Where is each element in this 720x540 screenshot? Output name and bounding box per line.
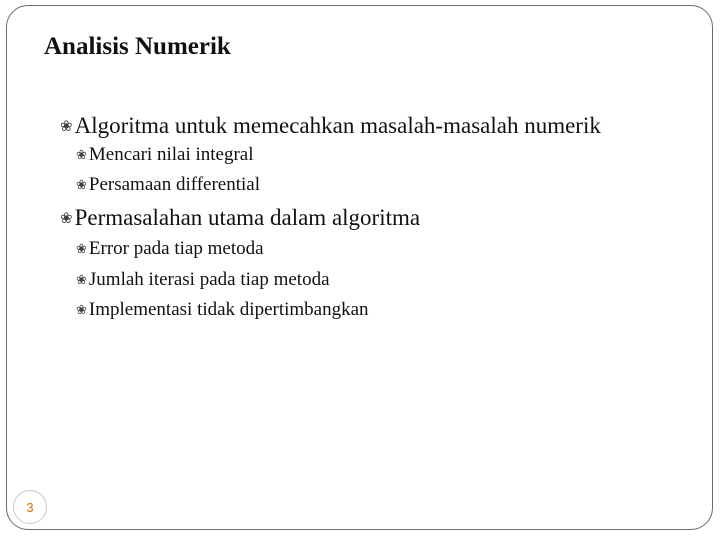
sub-bullet-text: Mencari nilai integral: [88, 144, 254, 165]
bullet-permasalahan: [60, 205, 420, 231]
bullet-text: Algoritma untuk memecahkan masalah-masalah numerik: [74, 113, 601, 138]
sub-bullet-text: Persamaan differential: [88, 174, 261, 195]
slide-title: Analisis Numerik: [44, 33, 231, 60]
flower-bullet-icon: ❀: [60, 210, 73, 227]
sub-bullet-implementasi: [76, 299, 369, 321]
sub-bullet-text: Jumlah iterasi pada tiap metoda: [88, 269, 330, 290]
flower-bullet-icon: ❀: [60, 118, 73, 135]
flower-bullet-icon: ❀: [76, 241, 87, 256]
bullet-algoritma: [60, 113, 601, 139]
flower-bullet-icon: ❀: [76, 272, 87, 287]
sub-bullet-text: Error pada tiap metoda: [88, 238, 264, 259]
flower-bullet-icon: ❀: [76, 177, 87, 192]
sub-bullet-differential: [76, 174, 260, 196]
bullet-text: Permasalahan utama dalam algoritma: [74, 205, 421, 230]
flower-bullet-icon: ❀: [76, 302, 87, 317]
sub-bullet-iterasi: [76, 269, 330, 291]
sub-bullet-integral: [76, 144, 254, 166]
slide-frame: [6, 5, 713, 530]
sub-bullet-text: Implementasi tidak dipertimbangkan: [88, 299, 369, 320]
flower-bullet-icon: ❀: [76, 147, 87, 162]
page-number-badge: 3: [13, 490, 47, 524]
sub-bullet-error: [76, 238, 264, 260]
